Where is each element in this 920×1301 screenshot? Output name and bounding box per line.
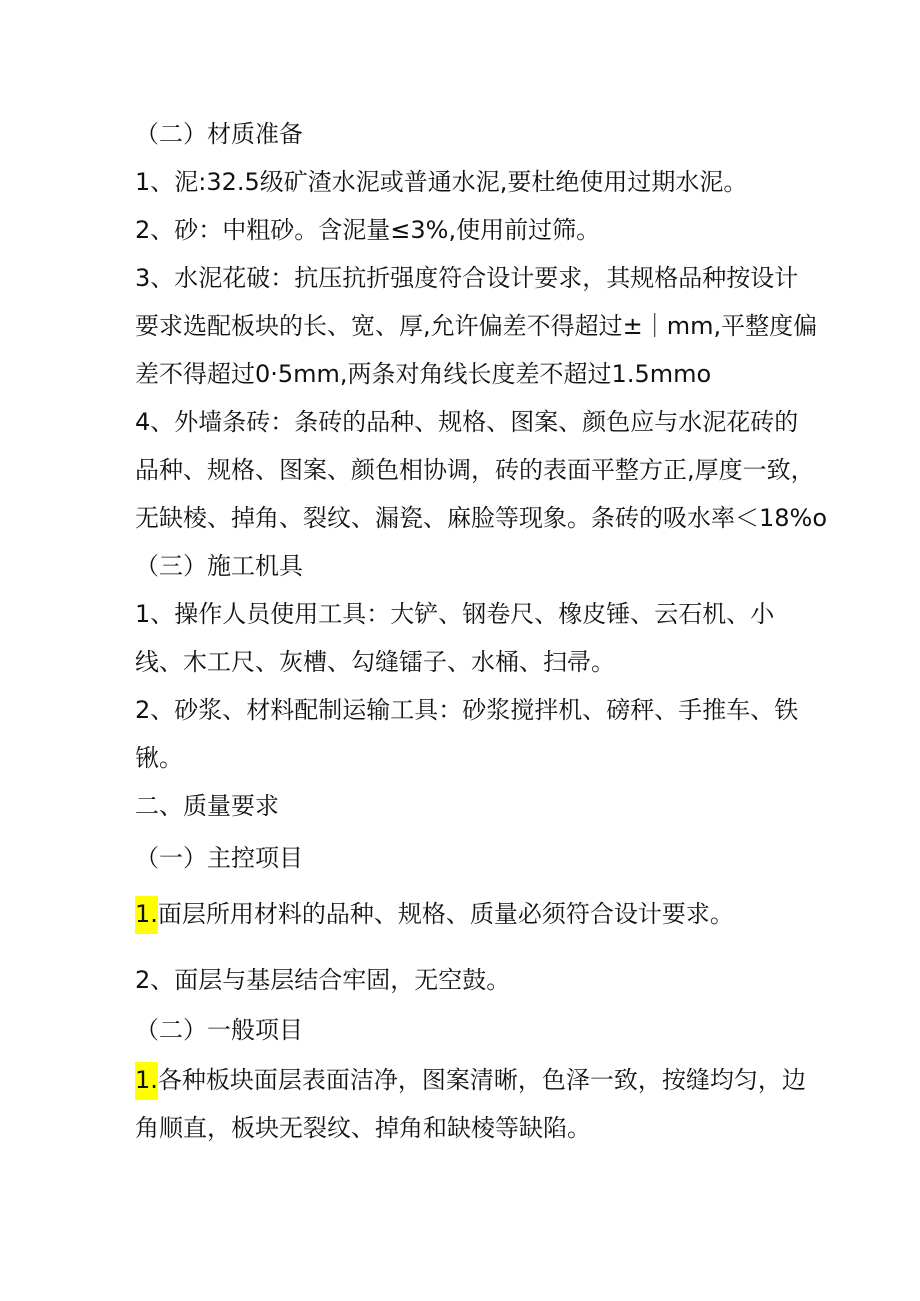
paragraph-line: 品种、规格、图案、颜色相协调，砖的表面平整方正,厚度一致，	[135, 456, 815, 484]
paragraph-line: 差不得超过0·5mm,两条对角线长度差不超过1.5mmo	[135, 360, 712, 388]
paragraph-line: 3、水泥花破：抗压抗折强度符合设计要求，其规格品种按设计	[135, 264, 799, 292]
section-heading-general-items: （二）一般项目	[135, 1016, 303, 1044]
highlighted-number: 1.	[135, 1062, 158, 1100]
main-item-2: 2、面层与基层结合牢固，无空鼓。	[135, 966, 511, 994]
paragraph-line: 4、外墙条砖：条砖的品种、规格、图案、颜色应与水泥花砖的	[135, 408, 799, 436]
paragraph-line: 1、操作人员使用工具：大铲、钢卷尺、橡皮锤、云石机、小	[135, 600, 775, 628]
highlighted-number: 1.	[135, 896, 158, 934]
section-heading-tools: （三）施工机具	[135, 552, 303, 580]
section-heading-materials: （二）材质准备	[135, 120, 303, 148]
general-item-1-continuation: 角顺直，板块无裂纹、掉角和缺棱等缺陷。	[135, 1114, 591, 1142]
paragraph-line: 1、泥:32.5级矿渣水泥或普通水泥,要杜绝使用过期水泥。	[135, 168, 748, 196]
paragraph-line: 2、砂浆、材料配制运输工具：砂浆搅拌机、磅秤、手推车、铁	[135, 696, 799, 724]
main-item-1-text: 面层所用材料的品种、规格、质量必须符合设计要求。	[157, 900, 734, 928]
paragraph-line: 锹。	[135, 744, 183, 772]
paragraph-line: 要求选配板块的长、宽、厚,允许偏差不得超过±｜mm,平整度偏	[135, 312, 818, 340]
paragraph-line: 无缺棱、掉角、裂纹、漏瓷、麻脸等现象。条砖的吸水率＜18%o	[135, 504, 828, 532]
general-item-1-text: 各种板块面层表面洁净，图案清晰，色泽一致，按缝均匀，边	[157, 1066, 806, 1094]
general-item-1	[135, 1064, 806, 1100]
chapter-heading-quality: 二、质量要求	[135, 792, 279, 820]
main-item-1	[135, 898, 795, 934]
section-heading-main-items: （一）主控项目	[135, 844, 303, 872]
paragraph-line: 线、木工尺、灰槽、勾缝镭子、水桶、扫帚。	[135, 648, 615, 676]
paragraph-line: 2、砂：中粗砂。含泥量≤3%,使用前过筛。	[135, 216, 601, 244]
